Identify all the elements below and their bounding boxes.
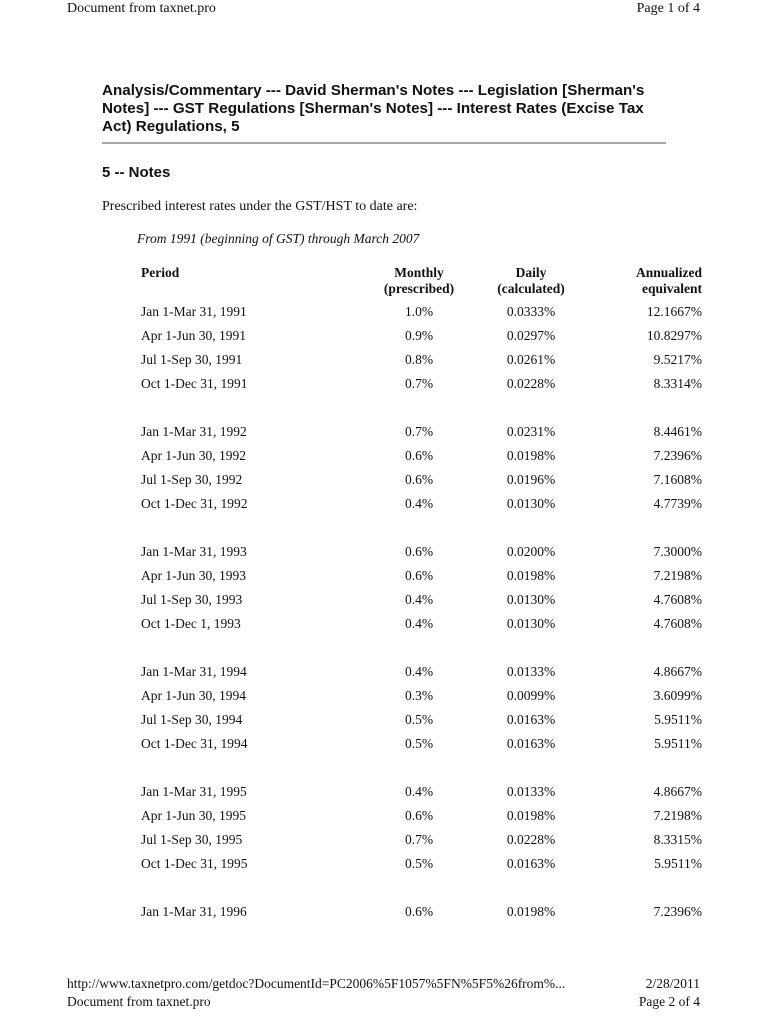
daily-rate-cell: 0.0297% [506,328,556,343]
table-row [0,732,768,756]
daily-rate-cell: 0.0231% [506,424,556,439]
annualized-rate-cell: 7.2198% [653,808,702,823]
monthly-rate-cell: 0.7% [404,832,434,847]
section-heading: 5 -- Notes [102,164,171,181]
monthly-rate-cell: 0.6% [404,904,434,919]
monthly-rate-cell: 0.6% [404,544,434,559]
monthly-rate-cell: 0.7% [404,424,434,439]
column-header-daily: Daily (calculated) [497,265,565,296]
annualized-rate-cell: 4.8667% [653,784,702,799]
period-cell: Jul 1-Sep 30, 1992 [141,472,243,487]
annualized-rate-cell: 5.9511% [654,856,702,871]
daily-rate-cell: 0.0228% [506,832,556,847]
period-cell: Jan 1-Mar 31, 1993 [141,544,247,559]
daily-rate-cell: 0.0133% [506,784,556,799]
annualized-rate-cell: 5.9511% [654,736,702,751]
monthly-rate-cell: 0.4% [404,784,434,799]
period-cell: Jul 1-Sep 30, 1993 [141,592,243,607]
column-header-period: Period [141,265,180,280]
period-cell: Oct 1-Dec 1, 1993 [141,616,241,631]
annualized-rate-cell: 3.6099% [653,688,702,703]
table-row [0,660,768,684]
annualized-rate-cell: 8.4461% [653,424,702,439]
footer-date: 2/28/2011 [645,976,700,991]
daily-rate-cell: 0.0130% [506,592,556,607]
table-row [0,324,768,348]
table-row [0,300,768,324]
title-divider [102,142,666,144]
daily-rate-cell: 0.0228% [506,376,556,391]
annualized-rate-cell: 8.3315% [653,832,702,847]
monthly-rate-cell: 0.4% [404,496,434,511]
period-cell: Oct 1-Dec 31, 1992 [141,496,248,511]
period-cell: Oct 1-Dec 31, 1995 [141,856,248,871]
footer-source: Document from taxnet.pro [67,994,211,1009]
table-row [0,468,768,492]
monthly-rate-cell: 0.8% [404,352,434,367]
column-header-annualized: Annualized equivalent [635,265,702,296]
table-row [0,852,768,876]
daily-rate-cell: 0.0196% [506,472,556,487]
table-row [0,492,768,516]
daily-rate-cell: 0.0333% [506,304,556,319]
annualized-rate-cell: 7.3000% [653,544,702,559]
daily-rate-cell: 0.0130% [506,616,556,631]
monthly-rate-cell: 0.6% [404,568,434,583]
table-row [0,900,768,924]
period-cell: Jul 1-Sep 30, 1991 [141,352,243,367]
monthly-rate-cell: 0.9% [404,328,434,343]
table-row [0,828,768,852]
period-cell: Jan 1-Mar 31, 1994 [141,664,247,679]
annualized-rate-cell: 4.7608% [653,616,702,631]
page-header-source: Document from taxnet.pro [67,1,216,16]
monthly-rate-cell: 0.6% [404,472,434,487]
period-cell: Jan 1-Mar 31, 1992 [141,424,247,439]
table-row [0,372,768,396]
daily-rate-cell: 0.0200% [506,544,556,559]
period-cell: Jan 1-Mar 31, 1995 [141,784,247,799]
monthly-rate-cell: 0.4% [404,616,434,631]
period-cell: Apr 1-Jun 30, 1994 [141,688,246,703]
monthly-rate-cell: 0.5% [404,856,434,871]
period-cell: Jan 1-Mar 31, 1996 [141,904,247,919]
period-cell: Oct 1-Dec 31, 1991 [141,376,248,391]
document-title: Analysis/Commentary --- David Sherman's Notes --- Legislation [Sherman's Notes] --- GST Regulations [Sherman's Notes] --- Interest Rates (Excise Tax Act) Regulations, 5 [102,82,645,135]
table-row [0,540,768,564]
annualized-rate-cell: 4.7608% [653,592,702,607]
monthly-rate-cell: 0.6% [404,808,434,823]
annualized-rate-cell: 7.2396% [653,904,702,919]
annualized-rate-cell: 4.7739% [653,496,702,511]
annualized-rate-cell: 8.3314% [653,376,702,391]
period-cell: Jul 1-Sep 30, 1995 [141,832,243,847]
monthly-rate-cell: 1.0% [404,304,434,319]
daily-rate-cell: 0.0198% [506,568,556,583]
column-header-monthly: Monthly (prescribed) [383,265,455,296]
daily-rate-cell: 0.0130% [506,496,556,511]
table-row [0,348,768,372]
daily-rate-cell: 0.0198% [506,808,556,823]
monthly-rate-cell: 0.5% [404,736,434,751]
daily-rate-cell: 0.0163% [506,856,556,871]
period-cell: Jul 1-Sep 30, 1994 [141,712,243,727]
daily-rate-cell: 0.0163% [506,712,556,727]
period-cell: Apr 1-Jun 30, 1993 [141,568,246,583]
daily-rate-cell: 0.0198% [506,448,556,463]
annualized-rate-cell: 7.2396% [653,448,702,463]
table-row [0,684,768,708]
page-header-page-number: Page 1 of 4 [636,1,700,16]
monthly-rate-cell: 0.4% [404,592,434,607]
table-row [0,612,768,636]
daily-rate-cell: 0.0133% [506,664,556,679]
table-row [0,804,768,828]
period-cell: Oct 1-Dec 31, 1994 [141,736,248,751]
monthly-rate-cell: 0.3% [404,688,434,703]
table-row [0,588,768,612]
annualized-rate-cell: 10.8297% [646,328,702,343]
period-cell: Apr 1-Jun 30, 1995 [141,808,246,823]
table-row [0,780,768,804]
table-row [0,708,768,732]
intro-text: Prescribed interest rates under the GST/HST to date are: [102,199,418,214]
daily-rate-cell: 0.0099% [506,688,556,703]
monthly-rate-cell: 0.5% [404,712,434,727]
footer-page-number: Page 2 of 4 [638,994,700,1009]
annualized-rate-cell: 5.9511% [654,712,702,727]
annualized-rate-cell: 4.8667% [653,664,702,679]
daily-rate-cell: 0.0261% [506,352,556,367]
annualized-rate-cell: 7.1608% [653,472,702,487]
period-cell: Jan 1-Mar 31, 1991 [141,304,247,319]
table-subheading: From 1991 (beginning of GST) through March 2007 [137,231,420,246]
period-cell: Apr 1-Jun 30, 1992 [141,448,246,463]
monthly-rate-cell: 0.4% [404,664,434,679]
monthly-rate-cell: 0.7% [404,376,434,391]
annualized-rate-cell: 12.1667% [646,304,702,319]
table-row [0,444,768,468]
footer-url: http://www.taxnetpro.com/getdoc?DocumentId=PC2006%5F1057%5FN%5F5%26from%... [67,976,566,991]
annualized-rate-cell: 7.2198% [653,568,702,583]
table-row [0,420,768,444]
monthly-rate-cell: 0.6% [404,448,434,463]
daily-rate-cell: 0.0198% [506,904,556,919]
daily-rate-cell: 0.0163% [506,736,556,751]
table-row [0,564,768,588]
period-cell: Apr 1-Jun 30, 1991 [141,328,246,343]
annualized-rate-cell: 9.5217% [653,352,702,367]
